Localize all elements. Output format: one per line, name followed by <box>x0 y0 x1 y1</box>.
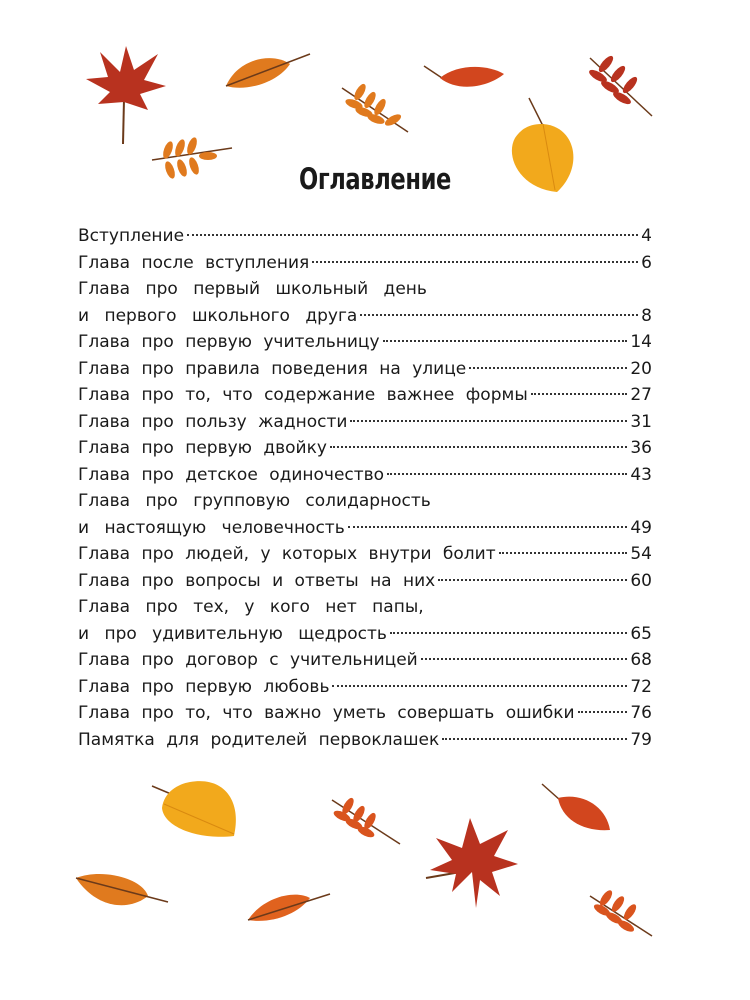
toc-entry[interactable] <box>78 435 652 462</box>
dot-leader <box>469 367 627 369</box>
toc-entry[interactable] <box>78 276 652 303</box>
toc-page-number: 76 <box>630 703 652 723</box>
toc-entry-title: и первого школьного друга <box>78 305 358 326</box>
rowan-leaf-icon <box>586 54 656 119</box>
toc-entry[interactable] <box>78 727 652 754</box>
toc-entry[interactable] <box>78 647 652 674</box>
toc-entry-title: Глава про вопросы и ответы на них <box>78 570 436 591</box>
toc-entry-title: Глава про правила поведения на улице <box>78 358 467 379</box>
toc-page-number: 60 <box>630 570 652 591</box>
toc-entry-title: Глава про то, что содержание важнее формы <box>78 385 528 405</box>
toc-page-number: 20 <box>630 358 652 379</box>
toc-page-number: 49 <box>630 517 652 538</box>
toc-entry-title: Глава про первую учительницу <box>78 332 380 352</box>
dot-leader <box>383 340 628 342</box>
toc-page-number: 14 <box>630 332 652 352</box>
toc-entry-title: Памятка для родителей первоклашек <box>78 729 440 750</box>
dot-leader <box>499 552 628 554</box>
table-of-contents <box>78 223 652 753</box>
toc-entry-title: Глава про пользу жадности <box>78 411 348 432</box>
toc-entry[interactable] <box>78 594 652 621</box>
toc-entry[interactable] <box>78 382 652 409</box>
page-title: Оглавление <box>298 162 452 196</box>
toc-entry-title: Глава про людей, у которых внутри болит <box>78 544 496 564</box>
toc-entry[interactable] <box>78 223 652 250</box>
dot-leader <box>438 579 627 581</box>
rowan-leaf-icon <box>338 80 413 140</box>
toc-entry[interactable] <box>78 303 652 330</box>
toc-page-number: 79 <box>630 729 652 750</box>
toc-entry-title: Глава про то, что важно уметь совершать ошибки <box>78 703 575 723</box>
dot-leader <box>578 711 628 713</box>
toc-page-number: 31 <box>630 411 652 432</box>
toc-page-number: 68 <box>630 650 652 670</box>
toc-page-number: 8 <box>641 305 652 326</box>
toc-entry[interactable] <box>78 462 652 489</box>
toc-page-number: 4 <box>641 226 652 246</box>
toc-entry-title: Глава после вступления <box>78 252 310 273</box>
maple-leaf-icon <box>422 812 522 912</box>
rowan-leaf-icon <box>328 794 403 849</box>
toc-page-number: 43 <box>630 464 652 485</box>
orange-leaf-icon <box>218 48 313 98</box>
toc-entry[interactable] <box>78 700 652 727</box>
toc-entry-title: и про удивительную щедрость <box>78 623 387 644</box>
toc-entry[interactable] <box>78 409 652 436</box>
dot-leader <box>187 234 638 236</box>
rowan-leaf-icon <box>586 878 656 943</box>
toc-page-number: 72 <box>630 676 652 697</box>
dot-leader <box>332 685 627 687</box>
toc-entry[interactable] <box>78 250 652 277</box>
toc-entry[interactable] <box>78 515 652 542</box>
toc-entry-title: Глава про детское одиночество <box>78 464 385 485</box>
toc-entry[interactable] <box>78 674 652 701</box>
dot-leader <box>348 526 628 528</box>
toc-entry-title: Вступление <box>78 226 185 246</box>
toc-entry[interactable] <box>78 356 652 383</box>
dot-leader <box>531 393 628 395</box>
dot-leader <box>330 446 627 448</box>
toc-page-number: 54 <box>630 544 652 564</box>
toc-entry-title: Глава про первую любовь <box>78 676 330 697</box>
dot-leader <box>360 314 638 316</box>
dot-leader <box>421 658 628 660</box>
toc-entry[interactable] <box>78 621 652 648</box>
toc-entry-title: Глава про групповую солидарность <box>78 491 431 511</box>
dot-leader <box>390 632 627 634</box>
yellow-leaf-icon <box>150 772 245 842</box>
dot-leader <box>387 473 627 475</box>
dot-leader <box>442 738 627 740</box>
toc-entry[interactable] <box>78 541 652 568</box>
toc-entry[interactable] <box>78 488 652 515</box>
toc-entry-title: Глава про первый школьный день <box>78 279 427 299</box>
toc-page-number: 27 <box>630 385 652 405</box>
dot-leader <box>350 420 627 422</box>
toc-entry-title: Глава про тех, у кого нет папы, <box>78 597 424 617</box>
red-leaf-icon <box>422 62 507 97</box>
orange-leaf-icon <box>72 868 172 928</box>
orange-leaf-icon <box>244 886 334 926</box>
toc-entry[interactable] <box>78 329 652 356</box>
red-leaf-icon <box>540 782 615 837</box>
toc-page-number: 65 <box>630 623 652 644</box>
toc-entry-title: Глава про первую двойку <box>78 438 327 458</box>
toc-entry[interactable] <box>78 568 652 595</box>
dot-leader <box>312 261 638 263</box>
toc-page-number: 36 <box>630 438 652 458</box>
toc-entry-title: и настоящую человечность <box>78 517 345 538</box>
toc-entry-title: Глава про договор с учительницей <box>78 650 418 670</box>
toc-page-number: 6 <box>641 252 652 273</box>
